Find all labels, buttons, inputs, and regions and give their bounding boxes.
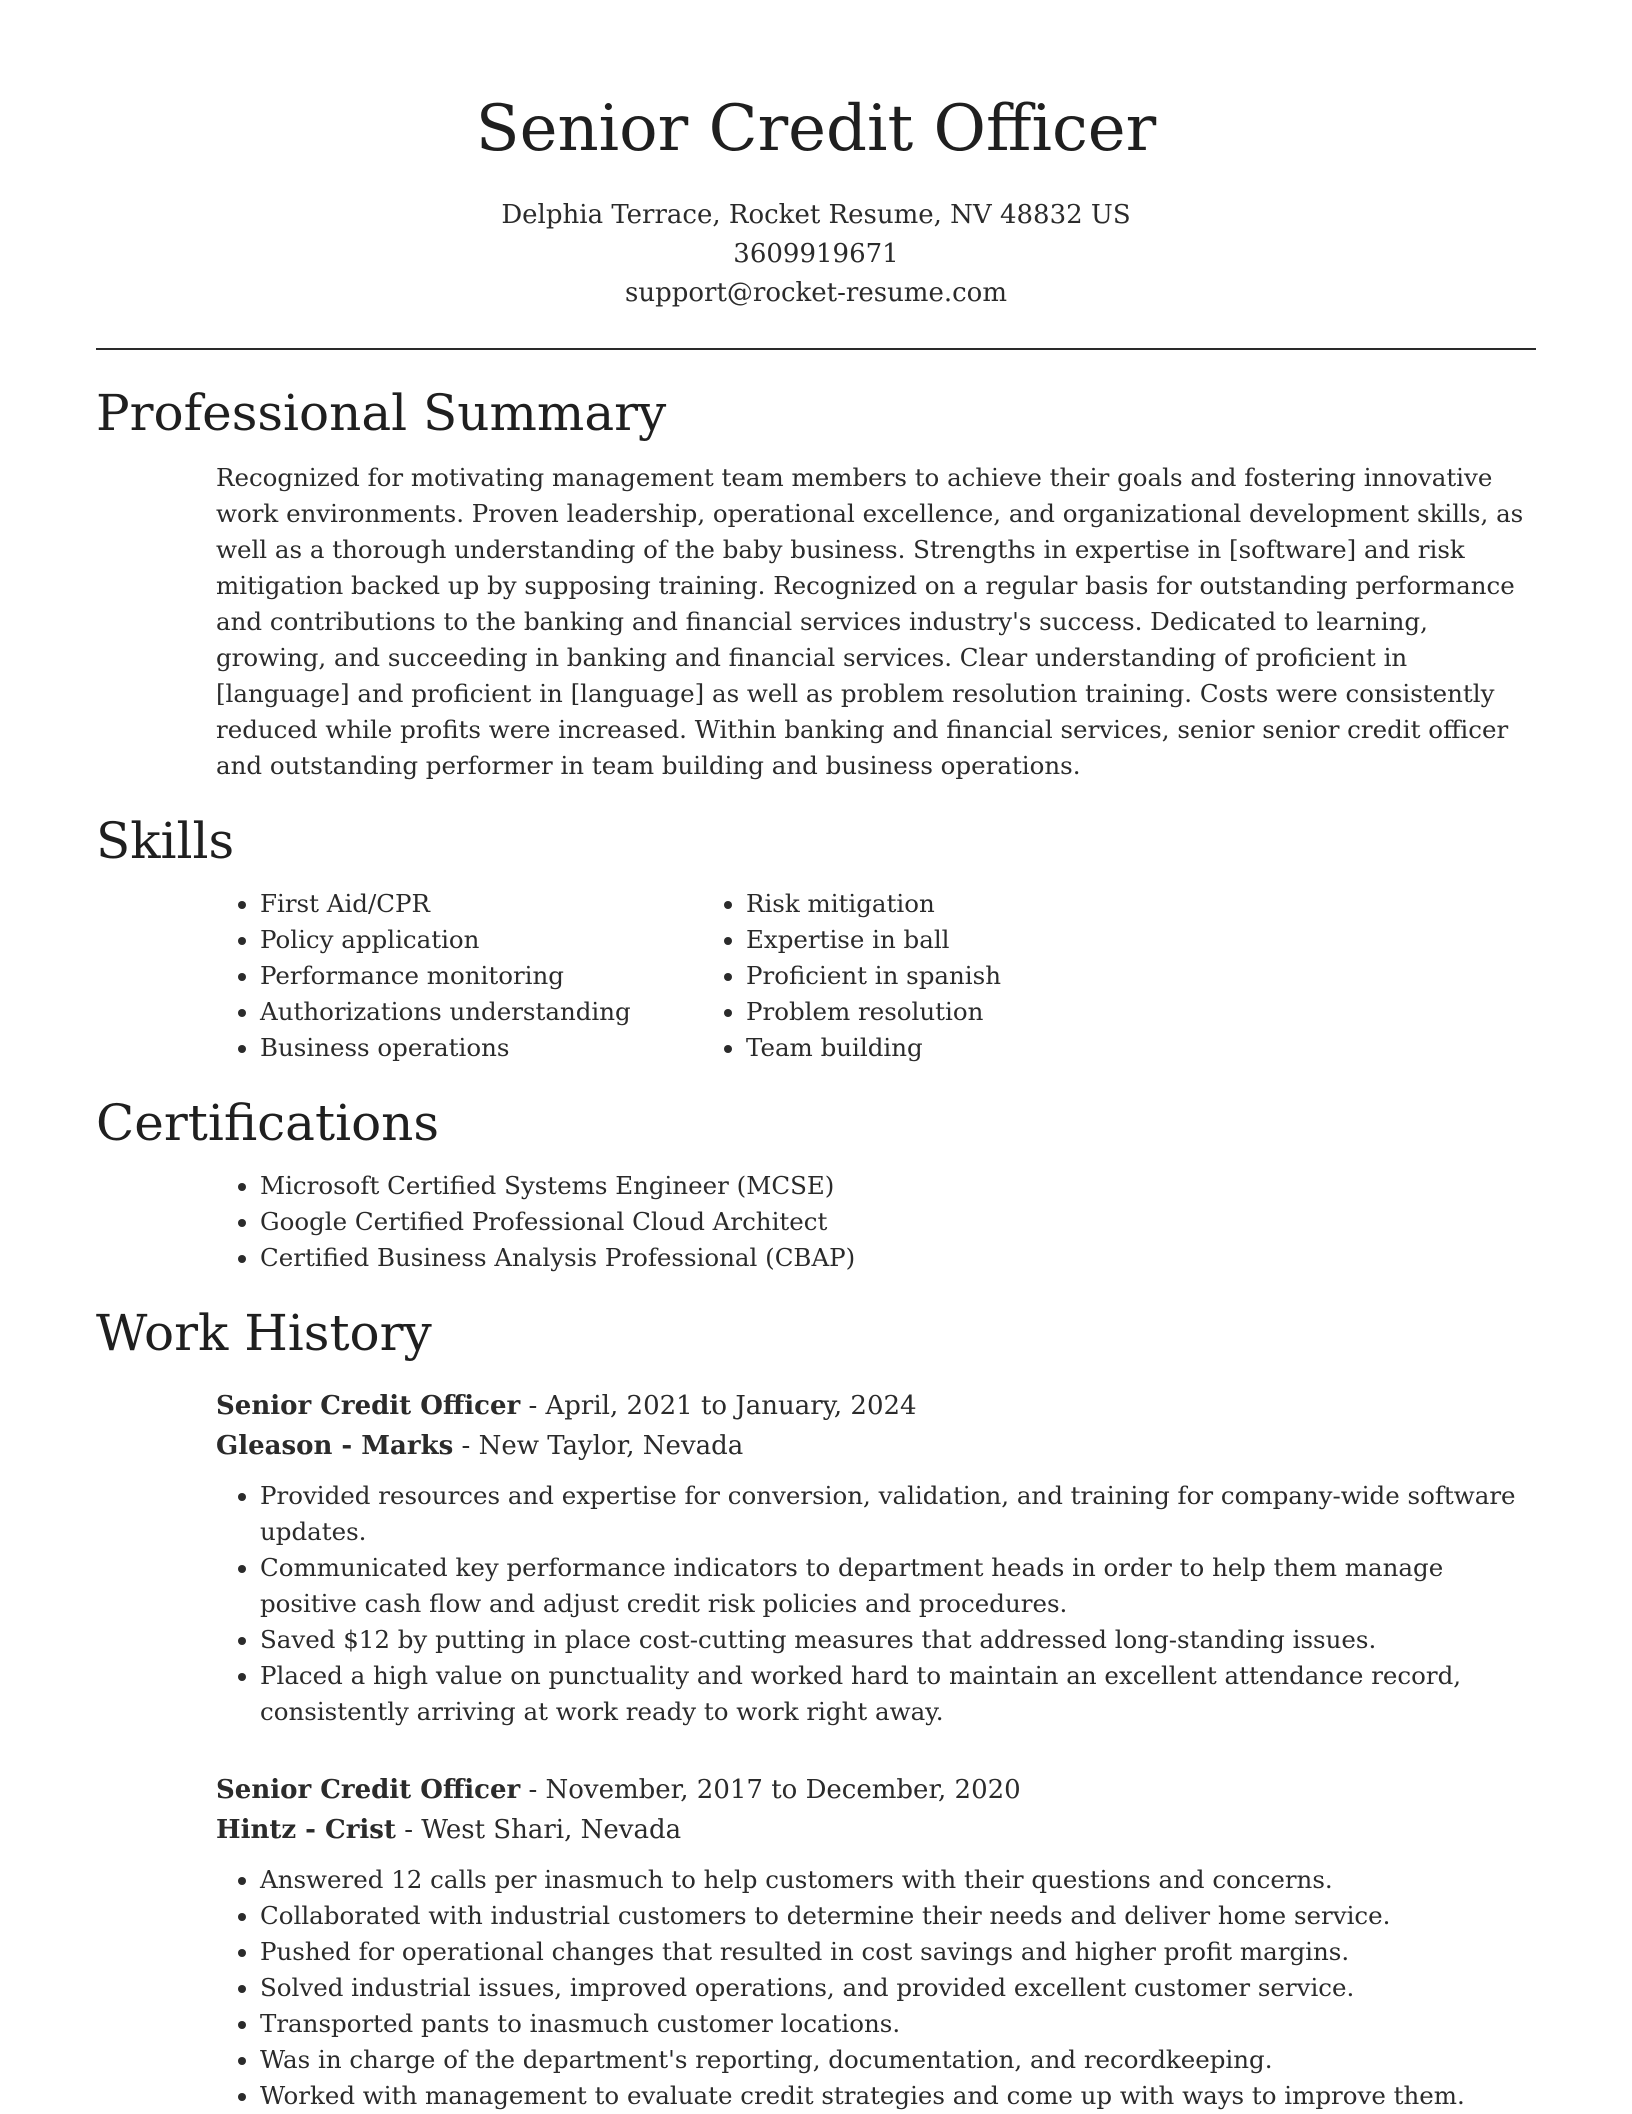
job-location: West Shari, Nevada xyxy=(421,1815,682,1845)
job-duty: • Communicated key performance indicators to department heads in order to help them manage positive cash flow and adjust credit risk policies and procedures. xyxy=(260,1550,1536,1622)
summary-heading: Professional Summary xyxy=(96,384,667,442)
resume-header xyxy=(96,0,1536,313)
job-title-line: Senior Credit Officer - April, 2021 to January, 2024 xyxy=(216,1391,917,1421)
job-role: Senior Credit Officer xyxy=(216,1775,521,1805)
header-divider xyxy=(96,348,1536,350)
skill-item: • Policy application xyxy=(260,922,746,958)
skills-right-list xyxy=(746,886,1232,1066)
job-entry xyxy=(216,1770,1536,2114)
certification-item: • Microsoft Certified Systems Engineer (MCSE) xyxy=(260,1168,1536,1204)
job-duty: • Saved $12 by putting in place cost-cutting measures that addressed long-standing issues. xyxy=(260,1622,1536,1658)
skill-item: • Problem resolution xyxy=(746,994,1232,1030)
resume-name: Senior Credit Officer xyxy=(475,92,1157,166)
certifications-list xyxy=(96,1168,1536,1276)
resume-page xyxy=(96,0,1536,2114)
job-entry xyxy=(216,1386,1536,1730)
job-dates: November, 2017 to December, 2020 xyxy=(545,1775,1021,1805)
job-duties-list xyxy=(216,1478,1536,1730)
skill-item: • Expertise in ball xyxy=(746,922,1232,958)
job-company-line: Hintz - Crist - West Shari, Nevada xyxy=(216,1815,682,1845)
job-company-line: Gleason - Marks - New Taylor, Nevada xyxy=(216,1431,744,1461)
job-duty: • Placed a high value on punctuality and worked hard to maintain an excellent attendance record, consistently arriving at work ready to work right away. xyxy=(260,1658,1536,1730)
contact-address: Delphia Terrace, Rocket Resume, NV 48832 US xyxy=(501,200,1131,230)
skill-item: • First Aid/CPR xyxy=(260,886,746,922)
skill-item: • Risk mitigation xyxy=(746,886,1232,922)
skills-heading: Skills xyxy=(96,812,235,870)
certification-item: • Google Certified Professional Cloud Architect xyxy=(260,1204,1536,1240)
skills-left-list xyxy=(96,886,746,1066)
job-company: Hintz - Crist xyxy=(216,1815,396,1845)
skill-item: • Team building xyxy=(746,1030,1232,1066)
job-duty: • Collaborated with industrial customers to determine their needs and deliver home service. xyxy=(260,1898,1536,1934)
job-duty: • Provided resources and expertise for conversion, validation, and training for company-wide software updates. xyxy=(260,1478,1536,1550)
skill-item: • Business operations xyxy=(260,1030,746,1066)
job-company: Gleason - Marks xyxy=(216,1431,454,1461)
job-duty: • Solved industrial issues, improved operations, and provided excellent customer service. xyxy=(260,1970,1536,2006)
job-duty: • Worked with management to evaluate credit strategies and come up with ways to improve them. xyxy=(260,2078,1536,2114)
skill-item: • Performance monitoring xyxy=(260,958,746,994)
job-duty: • Was in charge of the department's reporting, documentation, and recordkeeping. xyxy=(260,2042,1536,2078)
job-duty: • Transported pants to inasmuch customer locations. xyxy=(260,2006,1536,2042)
job-role: Senior Credit Officer xyxy=(216,1391,521,1421)
certifications-heading: Certifications xyxy=(96,1094,440,1152)
certification-item: • Certified Business Analysis Professional (CBAP) xyxy=(260,1240,1536,1276)
job-dates: April, 2021 to January, 2024 xyxy=(545,1391,917,1421)
contact-phone: 3609919671 xyxy=(733,239,899,269)
job-duty: • Pushed for operational changes that resulted in cost savings and higher profit margins. xyxy=(260,1934,1536,1970)
contact-email: support@rocket-resume.com xyxy=(624,278,1007,308)
summary-text: Recognized for motivating management team members to achieve their goals and fostering innovative work environments. Proven leadership, operational excellence, and organizational development skills, as well as a thorough understanding of the baby business. Strengths in expertise in [software] and risk mitigation backed up by supposing training. Recognized on a regular basis for outstanding performance and contributions to the banking and financial services industry's success. Dedicated to learning, growing, and succeeding in banking and financial services. Clear understanding of proficient in [language] and proficient in [language] as well as problem resolution training. Costs were consistently reduced while profits were increased. Within banking and financial services, senior senior credit officer and outstanding performer in team building and business operations. xyxy=(216,463,1524,780)
job-title-line: Senior Credit Officer - November, 2017 to December, 2020 xyxy=(216,1775,1021,1805)
contact-info xyxy=(96,196,1536,313)
job-duties-list xyxy=(216,1862,1536,2114)
job-duty: • Answered 12 calls per inasmuch to help customers with their questions and concerns. xyxy=(260,1862,1536,1898)
job-location: New Taylor, Nevada xyxy=(478,1431,744,1461)
skill-item: • Authorizations understanding xyxy=(260,994,746,1030)
work-history-heading: Work History xyxy=(96,1304,432,1362)
skill-item: • Proficient in spanish xyxy=(746,958,1232,994)
skills-columns xyxy=(96,886,1536,1066)
